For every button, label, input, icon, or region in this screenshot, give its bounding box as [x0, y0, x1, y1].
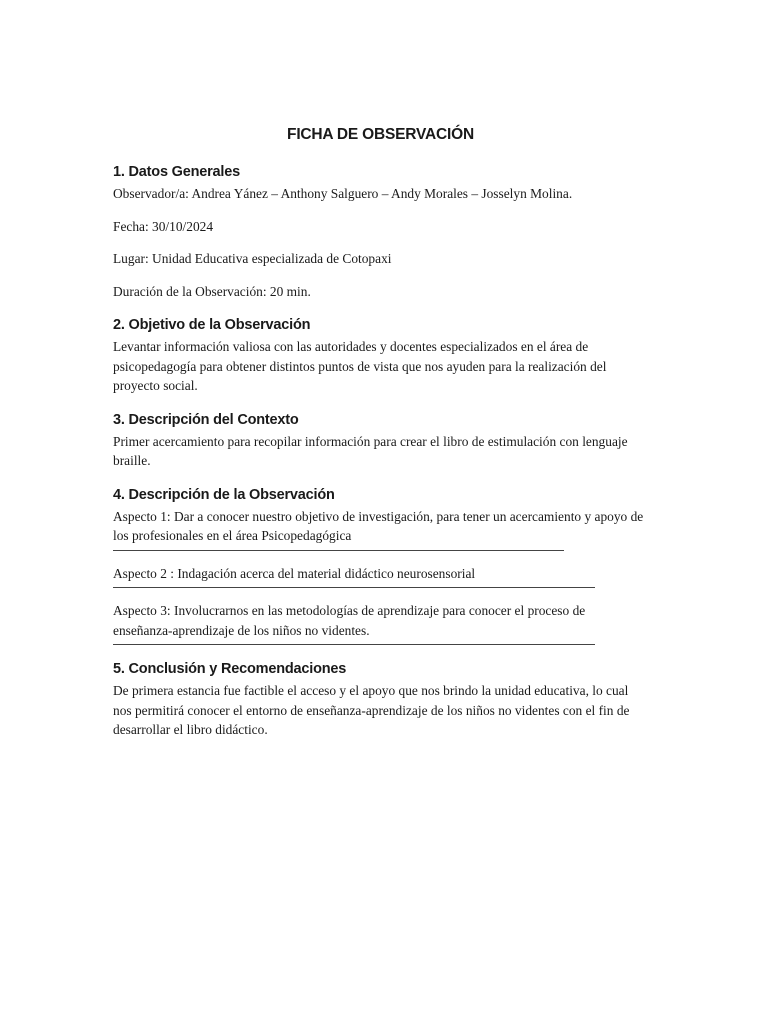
section-conclusion: [113, 661, 648, 740]
aspecto-1-text: Aspecto 1: Dar a conocer nuestro objetivo de investigación, para tener un acercamiento y apoyo de los profesionales en el área Psicopedagógica: [113, 508, 644, 543]
observador-line: Observador/a: Andrea Yánez – Anthony Salguero – Andy Morales – Josselyn Molina.: [113, 186, 573, 201]
section-observacion: [113, 487, 648, 646]
objetivo-text: Levantar información valiosa con las autoridades y docentes especializados en el área de psicopedagogía para obtener distintos puntos de vista que nos ayuden para la realización del proyecto social.: [113, 339, 607, 393]
duracion-line: Duración de la Observación: 20 min.: [113, 283, 311, 299]
section-heading-conclusion: 5. Conclusión y Recomendaciones: [113, 661, 347, 677]
section-datos-generales: [113, 164, 648, 301]
fecha-line: Fecha: 30/10/2024: [113, 218, 214, 234]
section-heading-objetivo: 2. Objetivo de la Observación: [113, 317, 311, 333]
aspecto-3-text: Aspecto 3: Involucrarnos en las metodologías de aprendizaje para conocer el proceso de enseñanza-aprendizaje de los niños no videntes.: [113, 603, 586, 638]
contexto-text: Primer acercamiento para recopilar información para crear el libro de estimulación con lenguaje braille.: [113, 433, 628, 468]
section-heading-datos: 1. Datos Generales: [113, 164, 240, 180]
section-objetivo: [113, 317, 648, 396]
aspecto-2-text: Aspecto 2 : Indagación acerca del material didáctico neurosensorial: [113, 565, 476, 581]
section-heading-observacion: 4. Descripción de la Observación: [113, 486, 335, 503]
conclusion-text: De primera estancia fue factible el acceso y el apoyo que nos brindo la unidad educativa, lo cual nos permitirá conocer el entorno de enseñanza-aprendizaje de los niños no videntes con el fin de desarrollar el libro didáctico.: [113, 683, 630, 737]
lugar-line: Lugar: Unidad Educativa especializada de Cotopaxi: [113, 251, 392, 266]
document-title: FICHA DE OBSERVACIÓN: [287, 126, 474, 143]
section-contexto: [113, 412, 648, 471]
section-heading-contexto: 3. Descripción del Contexto: [113, 411, 299, 428]
